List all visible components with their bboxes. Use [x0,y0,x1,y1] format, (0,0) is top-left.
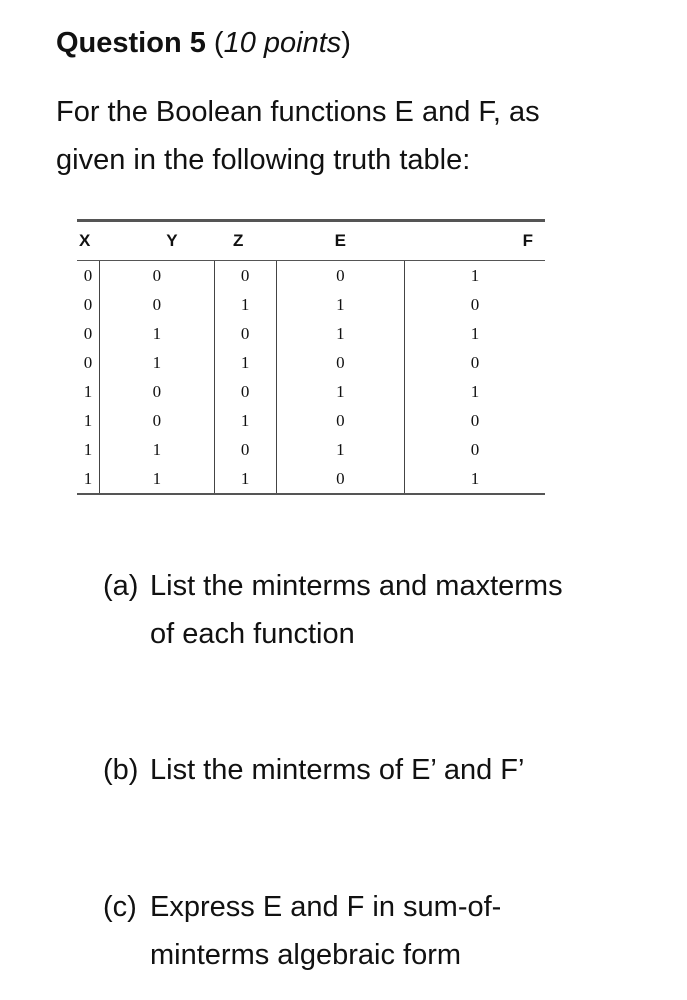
cell-e: 1 [276,290,405,319]
header-e: E [276,221,405,261]
part-b-line-1: List the minterms of E’ and F’ [150,754,525,786]
cell-x: 0 [83,323,93,343]
part-a-label: (a) [103,570,139,602]
cell-y: 1 [99,319,214,348]
cell-e: 0 [276,348,405,377]
cell-y: 0 [99,377,214,406]
cell-x: 1 [83,468,93,488]
cell-x: 1 [83,381,93,401]
cell-y: 0 [99,290,214,319]
table-row [77,290,545,319]
cell-z: 1 [214,290,276,319]
table-row [77,435,545,464]
part-a-line-1: List the minterms and maxterms [150,570,563,602]
part-c-label: (c) [103,891,137,923]
cell-e: 1 [276,377,405,406]
question-points: (10 points) [213,27,351,59]
table-row [77,377,545,406]
table-row [77,348,545,377]
question-intro [56,88,656,184]
part-a [103,562,663,658]
table-row [77,319,545,348]
header-f: F [405,221,545,261]
part-b-label: (b) [103,754,139,786]
intro-line-2: given in the following truth table: [56,144,471,176]
header-x: X [77,221,99,261]
cell-z: 0 [214,435,276,464]
cell-x: 0 [83,265,93,285]
cell-y: 0 [99,406,214,435]
cell-x: 0 [83,294,93,314]
cell-x: 1 [83,410,93,430]
cell-e: 0 [276,261,405,291]
cell-z: 1 [214,464,276,494]
cell-z: 1 [214,348,276,377]
part-c [103,883,663,979]
part-c-line-2: minterms algebraic form [150,939,462,971]
table-row [77,406,545,435]
cell-e: 0 [276,464,405,494]
cell-z: 0 [214,261,276,291]
cell-f: 1 [405,261,545,291]
cell-y: 0 [99,261,214,291]
cell-z: 1 [214,406,276,435]
cell-y: 1 [99,348,214,377]
cell-f: 0 [405,348,545,377]
cell-z: 0 [214,319,276,348]
cell-y: 1 [99,435,214,464]
cell-x: 0 [83,352,93,372]
cell-y: 1 [99,464,214,494]
cell-f: 0 [405,290,545,319]
cell-e: 0 [276,406,405,435]
truth-table-body [77,261,545,495]
intro-line-1: For the Boolean functions E and F, as [56,96,540,128]
truth-table-header-row [77,221,545,261]
header-y: Y [99,221,214,261]
table-row [77,464,545,494]
cell-f: 0 [405,435,545,464]
question-heading [56,26,351,60]
cell-f: 1 [405,377,545,406]
cell-e: 1 [276,435,405,464]
cell-f: 1 [405,319,545,348]
header-z: Z [214,221,276,261]
table-row [77,261,545,291]
truth-table [77,219,545,495]
cell-x: 1 [83,439,93,459]
cell-f: 0 [405,406,545,435]
question-number: Question 5 [56,27,206,59]
part-b [103,746,663,794]
part-c-line-1: Express E and F in sum-of- [150,891,502,923]
part-a-line-2: of each function [150,618,355,650]
cell-f: 1 [405,464,545,494]
cell-z: 0 [214,377,276,406]
cell-e: 1 [276,319,405,348]
